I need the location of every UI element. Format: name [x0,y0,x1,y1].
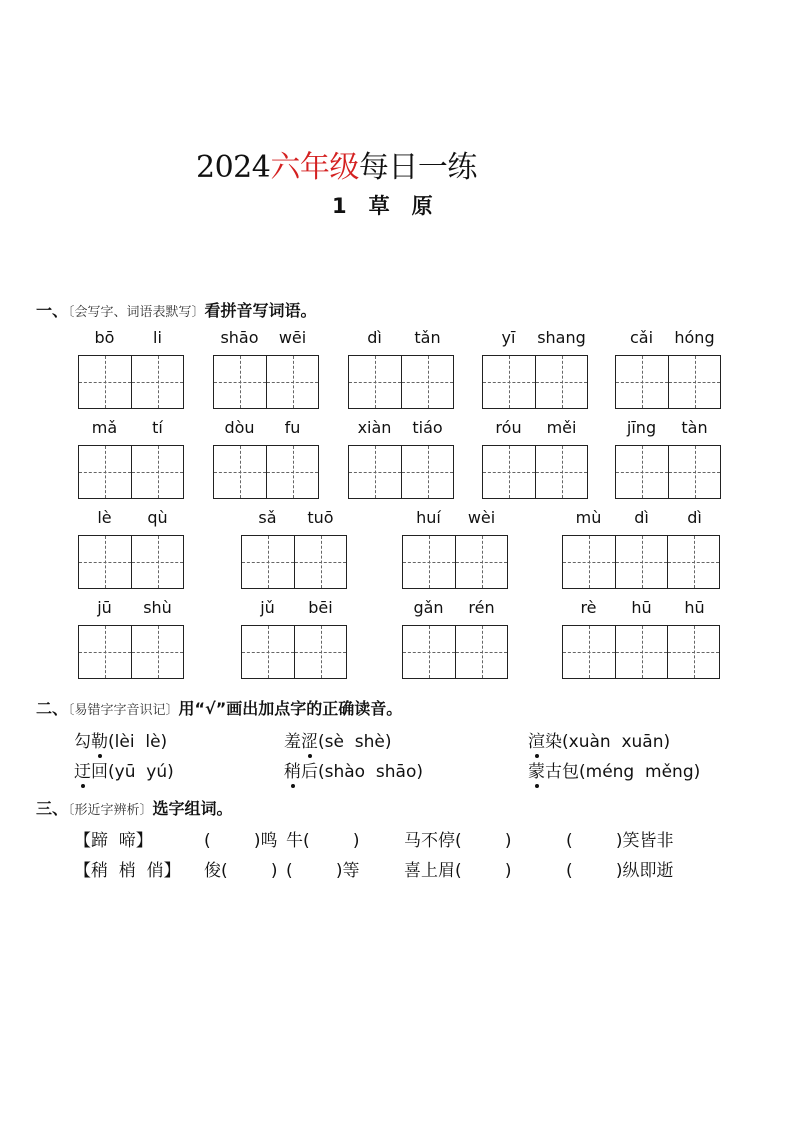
writing-cell[interactable] [131,626,183,678]
fill-blank-word[interactable]: 俊( ) [204,861,278,881]
pinyin-syllable: fu [284,418,301,437]
word-char: 染 [545,732,562,752]
writing-box-group [615,445,721,499]
pinyin-syllable: tiáo [412,418,443,437]
writing-box-group [348,355,454,409]
pinyin-syllable: sǎ [258,508,277,527]
writing-box-group [78,445,184,499]
writing-cell[interactable] [668,446,720,498]
word-char: 古包 [545,762,579,782]
writing-cell[interactable] [79,356,131,408]
pinyin-options[interactable]: (méng měng) [579,762,701,782]
pinyin-syllable: bō [94,328,115,347]
pinyin-syllable: huí [416,508,441,527]
pinyin-syllable: rén [468,598,495,617]
pinyin-syllable: mǎ [91,418,118,437]
section-1-instruction: 看拼音写词语。 [204,301,317,320]
word-char: 稍 [284,762,301,782]
writing-cell[interactable] [79,446,131,498]
writing-box-group [562,625,720,679]
fill-blank-word[interactable]: ( )笑皆非 [566,831,674,851]
pinyin-syllable: hóng [674,328,715,347]
writing-cell[interactable] [294,536,346,588]
word-char: 勾 [74,732,91,752]
pronunciation-item [528,727,670,752]
writing-box-group [241,535,347,589]
pinyin-syllable: rè [580,598,597,617]
section-3-heading [36,796,233,819]
writing-cell[interactable] [616,446,668,498]
writing-box-group [213,355,319,409]
pinyin-syllable: róu [495,418,522,437]
writing-box-group [78,355,184,409]
writing-cell[interactable] [401,446,453,498]
pinyin-options[interactable]: (xuàn xuān) [562,732,671,752]
lesson-name-b: 原 [411,194,433,218]
writing-cell[interactable] [131,446,183,498]
writing-cell[interactable] [483,356,535,408]
section-2-instruction: 用“√”画出加点字的正确读音。 [178,699,403,718]
writing-cell[interactable] [131,536,183,588]
writing-cell[interactable] [483,446,535,498]
pinyin-syllable: jǔ [260,598,275,617]
pinyin-syllable: tí [152,418,163,437]
word-char: 羞 [284,732,301,752]
pinyin-syllable: lè [97,508,112,527]
writing-cell[interactable] [242,626,294,678]
pinyin-syllable: mù [575,508,602,527]
writing-cell[interactable] [563,536,615,588]
pinyin-syllable: dòu [224,418,255,437]
writing-cell[interactable] [563,626,615,678]
word-char: 蒙 [528,762,545,782]
char-group: 【稍 梢 俏】 [74,861,181,881]
pinyin-syllable: jū [97,598,112,617]
pinyin-syllable: xiàn [357,418,392,437]
pinyin-syllable: shù [143,598,172,617]
writing-box-group [348,445,454,499]
pronunciation-item [528,757,700,782]
pinyin-syllable: měi [546,418,577,437]
section-1-tag: 〔会写字、词语表默写〕 [68,305,205,320]
writing-cell[interactable] [615,626,667,678]
writing-cell[interactable] [455,626,507,678]
pinyin-syllable: hū [684,598,705,617]
pronunciation-item [284,727,391,752]
writing-cell[interactable] [667,536,719,588]
word-char: 涩 [301,732,318,752]
pinyin-syllable: wèi [467,508,496,527]
writing-cell[interactable] [535,356,587,408]
fill-blank-word[interactable]: 喜上眉( ) [404,861,512,881]
writing-cell[interactable] [615,536,667,588]
pinyin-syllable: wēi [278,328,307,347]
writing-box-group [615,355,721,409]
section-1-heading [36,298,317,321]
pronunciation-item [74,757,174,782]
pinyin-syllable: tàn [681,418,708,437]
pinyin-syllable: tǎn [414,328,441,347]
word-char: 迂 [74,762,91,782]
word-char: 勒 [91,732,108,752]
writing-cell[interactable] [266,356,318,408]
writing-box-group [241,625,347,679]
writing-box-group [78,625,184,679]
writing-cell[interactable] [242,536,294,588]
writing-cell[interactable] [403,536,455,588]
pinyin-syllable: dì [367,328,382,347]
pinyin-syllable: cǎi [629,328,654,347]
section-3-prefix: 三、 [36,799,69,818]
word-char: 后 [301,762,318,782]
pinyin-options[interactable]: (yū yú) [108,762,174,782]
fill-blank-word[interactable]: ( )纵即逝 [566,861,674,881]
writing-box-group [402,535,508,589]
pinyin-syllable: bēi [308,598,333,617]
writing-cell[interactable] [79,536,131,588]
title-grade: 六年级 [270,150,359,185]
writing-box-group [482,355,588,409]
writing-cell[interactable] [616,356,668,408]
section-3-tag: 〔形近字辨析〕 [68,803,153,818]
pinyin-syllable: li [153,328,162,347]
section-2-prefix: 二、 [36,699,69,718]
section-2-tag: 〔易错字字音识记〕 [68,703,179,718]
pinyin-syllable: hū [631,598,652,617]
title-rest: 每日一练 [358,150,477,185]
writing-cell[interactable] [535,446,587,498]
pinyin-syllable: gǎn [413,598,444,617]
page-title [196,142,477,186]
lesson-number: 1 [332,194,347,218]
writing-cell[interactable] [667,626,719,678]
writing-box-group [562,535,720,589]
writing-cell[interactable] [455,536,507,588]
char-group: 【蹄 啼】 [74,831,153,851]
lesson-name-a: 草 [368,194,390,218]
writing-cell[interactable] [668,356,720,408]
pinyin-syllable: yī [501,328,516,347]
pinyin-options[interactable]: (sè shè) [318,732,392,752]
lesson-title [332,190,455,220]
word-char: 回 [91,762,108,782]
section-3-instruction: 选字组词。 [152,799,233,818]
writing-cell[interactable] [131,356,183,408]
pinyin-syllable: dì [634,508,649,527]
writing-cell[interactable] [266,446,318,498]
writing-box-group [482,445,588,499]
writing-box-group [213,445,319,499]
writing-cell[interactable] [214,446,266,498]
writing-cell[interactable] [401,356,453,408]
writing-box-group [78,535,184,589]
word-char: 渲 [528,732,545,752]
writing-cell[interactable] [349,356,401,408]
pinyin-syllable: qù [147,508,168,527]
fill-blank-word[interactable]: ( )等 [286,861,360,881]
writing-cell[interactable] [214,356,266,408]
pinyin-syllable: dì [687,508,702,527]
pronunciation-item [284,757,423,782]
writing-cell[interactable] [294,626,346,678]
writing-box-group [402,625,508,679]
writing-cell[interactable] [349,446,401,498]
pinyin-syllable: shāo [220,328,259,347]
fill-blank-word[interactable]: 马不停( ) [404,831,512,851]
fill-blank-word[interactable]: ( )鸣 [204,831,278,851]
writing-cell[interactable] [79,626,131,678]
pronunciation-item [74,727,167,752]
title-year: 2024 [196,150,271,185]
section-2-heading [36,696,402,719]
pinyin-syllable: tuō [307,508,334,527]
section-1-prefix: 一、 [36,301,69,320]
pinyin-syllable: shang [537,328,586,347]
fill-blank-word[interactable]: 牛( ) [286,831,360,851]
pinyin-options[interactable]: (shào shāo) [318,762,423,782]
pinyin-options[interactable]: (lèi lè) [108,732,168,752]
writing-cell[interactable] [403,626,455,678]
pinyin-syllable: jīng [626,418,657,437]
